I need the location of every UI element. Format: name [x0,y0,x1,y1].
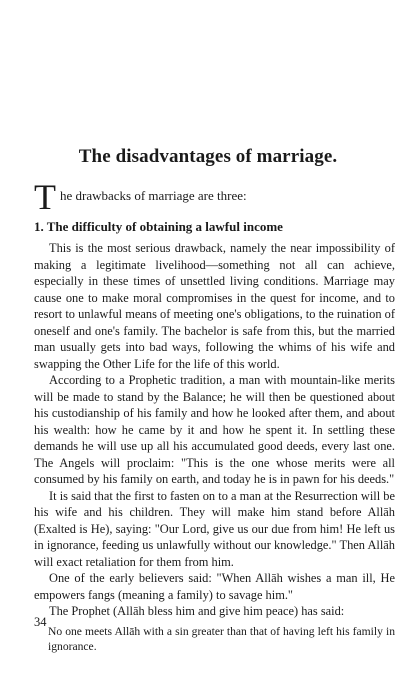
chapter-title: The disadvantages of marriage. [78,146,338,167]
drop-cap: T [34,177,56,217]
page-number: 34 [34,615,47,629]
paragraph: According to a Prophetic tradition, a man with mountain-like merits will be made to stand by the Balance; he will then be questioned about his custodianship of his family and how he looked after them, and about his wealth: how he came by it and how he spent it. In settling these demands he will use up all his accumulated good deeds, every last one. The Angels will proclaim: "This is the one whose merits were all consumed by his family on earth, and today he is in pawn for his deeds." [34,373,395,486]
section-heading: 1. The difficulty of obtaining a lawful income [34,219,283,234]
intro-line [34,177,394,217]
intro-text: he drawbacks of marriage are three: [60,188,247,203]
paragraph: One of the early believers said: "When Allāh wishes a man ill, He empowers fangs (meaning a family) to savage him." [34,571,395,602]
paragraph: This is the most serious drawback, namely the near impossibility of making a legitimate livelihood—something not all can achieve, especially in these times of unsettled living conditions. Marriage may cause one to make moral compromises in the quest for income, and to resort to unlawful means of meeting one's obligations, to the ruination of oneself and one's family. The bachelor is safe from this, but the married man usually gets into bad ways, following the whims of his wife and swapping the Other Life for the life of this world. [34,241,395,371]
paragraph: The Prophet (Allāh bless him and give him peace) has said: [49,604,345,618]
paragraph: It is said that the first to fasten on to a man at the Resurrection will be his wife and his children. They will make him stand before Allāh (Exalted is He), saying: "Our Lord, give us our due from him! He left us in ignorance, feeding us unlawfully without our knowledge." Then Allāh will exact retaliation for them from him. [34,488,395,569]
body-text [34,240,395,655]
hadith-quote: No one meets Allāh with a sin greater than that of having left his family in ignorance. [48,624,395,653]
